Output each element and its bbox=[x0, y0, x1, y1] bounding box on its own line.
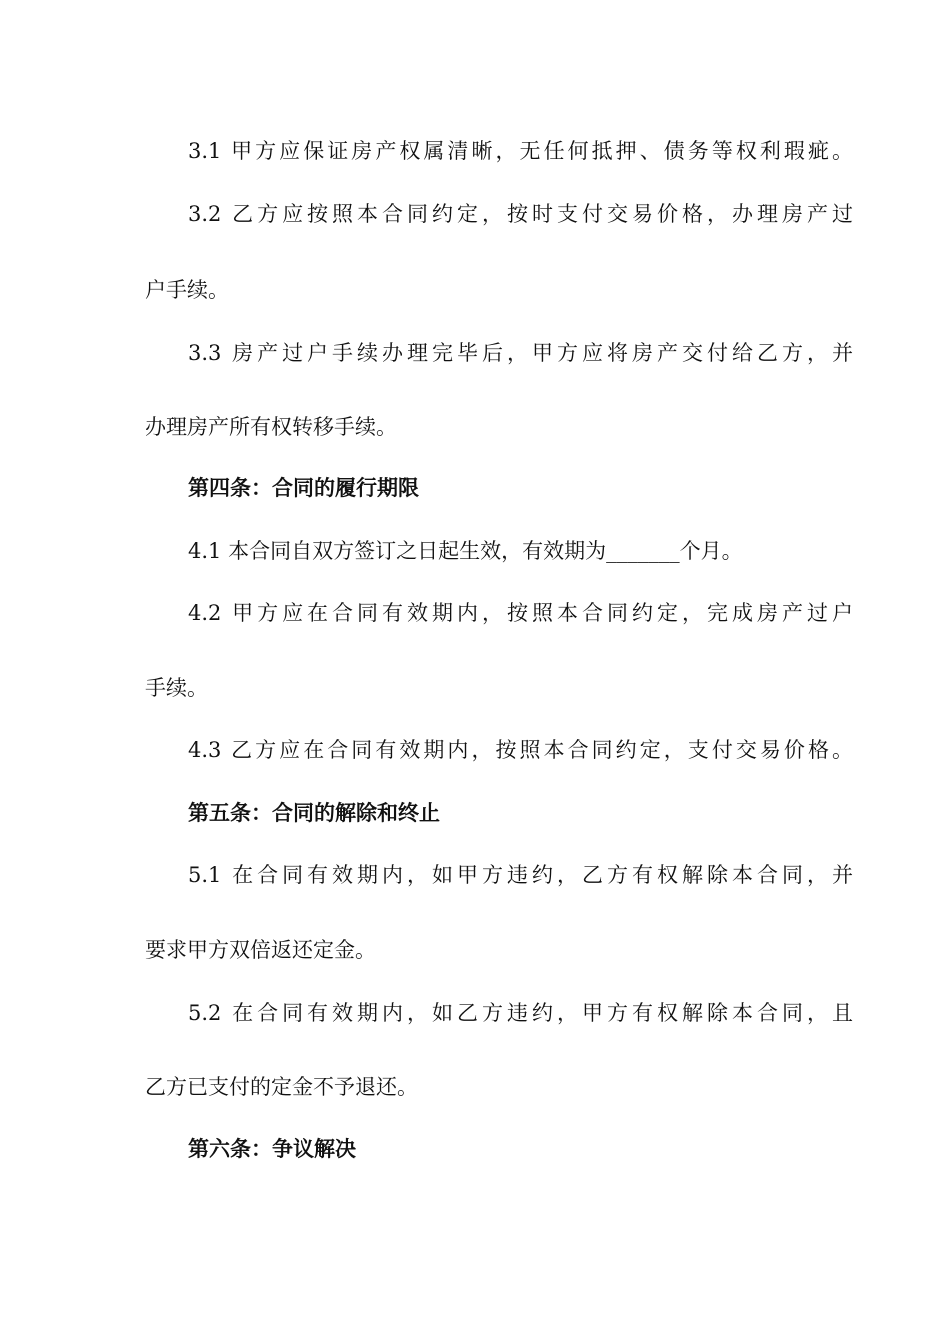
clause-5-2: 5.2 在合同有效期内，如乙方违约，甲方有权解除本合同，且 bbox=[188, 1001, 853, 1025]
clause-4-2-continuation: 手续。 bbox=[145, 676, 208, 700]
article-5-heading: 第五条：合同的解除和终止 bbox=[188, 800, 440, 825]
clause-3-1: 3.1 甲方应保证房产权属清晰，无任何抵押、债务等权利瑕疵。 bbox=[188, 139, 853, 163]
clause-5-1: 5.1 在合同有效期内，如甲方违约，乙方有权解除本合同，并 bbox=[188, 863, 853, 887]
clause-3-2-continuation: 户手续。 bbox=[145, 278, 229, 302]
clause-3-3: 3.3 房产过户手续办理完毕后，甲方应将房产交付给乙方，并 bbox=[188, 341, 853, 365]
clause-3-2: 3.2 乙方应按照本合同约定，按时支付交易价格，办理房产过 bbox=[188, 202, 853, 226]
article-6-heading: 第六条：争议解决 bbox=[188, 1136, 356, 1161]
clause-4-1: 4.1 本合同自双方签订之日起生效，有效期为_______个月。 bbox=[188, 539, 743, 563]
clause-4-3: 4.3 乙方应在合同有效期内，按照本合同约定，支付交易价格。 bbox=[188, 738, 853, 762]
article-4-heading: 第四条：合同的履行期限 bbox=[188, 475, 419, 500]
clause-5-1-continuation: 要求甲方双倍返还定金。 bbox=[145, 938, 376, 962]
clause-4-2: 4.2 甲方应在合同有效期内，按照本合同约定，完成房产过户 bbox=[188, 601, 853, 625]
clause-5-2-continuation: 乙方已支付的定金不予退还。 bbox=[145, 1075, 418, 1099]
clause-3-3-continuation: 办理房产所有权转移手续。 bbox=[145, 415, 397, 439]
